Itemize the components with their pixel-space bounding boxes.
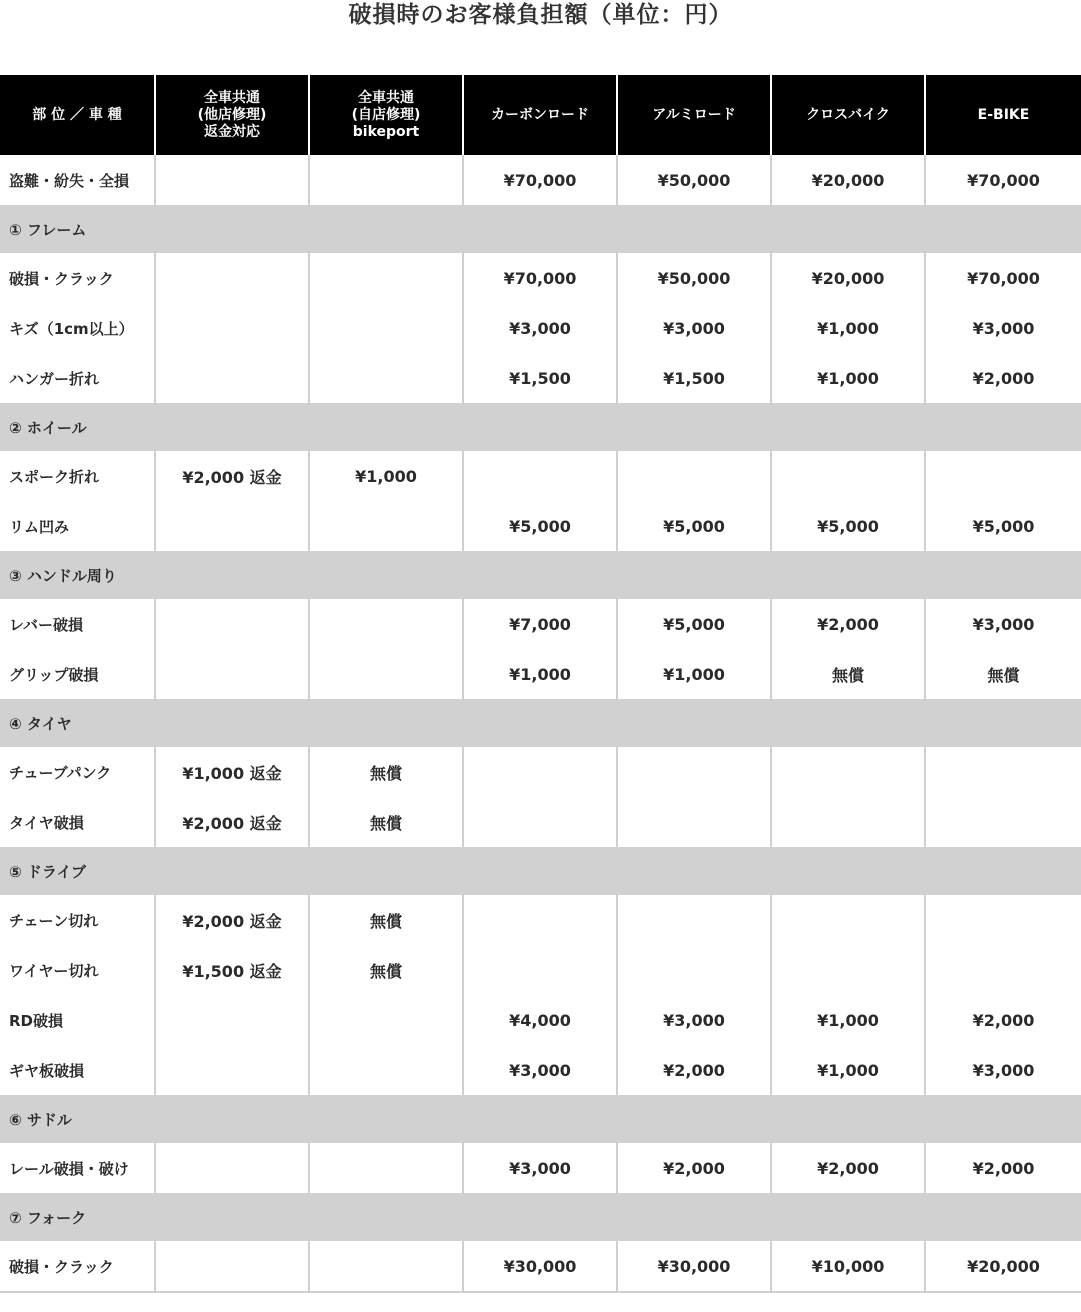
table-cell: ¥3,000	[925, 303, 1081, 353]
table-cell	[309, 253, 463, 303]
table-row	[0, 895, 1081, 945]
table-cell: 無償	[925, 649, 1081, 699]
table-cell	[309, 599, 463, 649]
table-cell	[771, 945, 925, 995]
table-cell: ¥1,000	[771, 303, 925, 353]
table-cell: ¥1,000 返金	[155, 747, 309, 797]
table-cell: ¥1,500 返金	[155, 945, 309, 995]
table-cell	[309, 649, 463, 699]
table-cell	[617, 747, 771, 797]
table-cell	[617, 797, 771, 847]
table-cell: ¥2,000	[925, 353, 1081, 403]
row-label: 破損・クラック	[0, 1241, 155, 1292]
table-cell: ¥2,000	[617, 1045, 771, 1095]
table-cell: ¥30,000	[463, 1241, 617, 1292]
table-cell	[155, 995, 309, 1045]
table-row	[0, 155, 1081, 205]
row-label: キズ（1cm以上）	[9, 319, 134, 338]
table-cell	[155, 253, 309, 303]
table-cell: ¥2,000	[771, 1143, 925, 1193]
table-cell: ¥1,000	[771, 1045, 925, 1095]
table-cell: ¥3,000	[463, 1045, 617, 1095]
fee-table	[0, 75, 1081, 1293]
row-label: グリップ破損	[9, 665, 99, 684]
table-cell	[309, 1241, 463, 1292]
table-cell	[925, 747, 1081, 797]
row-label: 盗難・紛失・全損	[9, 171, 130, 190]
table-cell	[309, 353, 463, 403]
table-cell	[925, 451, 1081, 501]
table-cell	[309, 501, 463, 551]
header-e-bike: E-BIKE	[925, 75, 1081, 155]
table-row	[0, 303, 1081, 353]
header-cross-bike: クロスバイク	[771, 75, 925, 155]
table-cell: ¥50,000	[617, 155, 771, 205]
table-cell	[771, 747, 925, 797]
table-cell: 無償	[309, 747, 463, 797]
row-label: レバー破損	[9, 615, 83, 634]
table-cell: ¥10,000	[771, 1241, 925, 1292]
table-row	[0, 599, 1081, 649]
table-cell: ¥50,000	[617, 253, 771, 303]
table-cell: ¥3,000	[463, 303, 617, 353]
table-cell: ¥20,000	[925, 1241, 1081, 1292]
table-cell	[617, 895, 771, 945]
table-cell	[463, 797, 617, 847]
row-label: チェーン切れ	[9, 911, 99, 930]
table-row	[0, 747, 1081, 797]
section-header	[0, 1095, 1081, 1143]
table-cell: 無償	[309, 895, 463, 945]
table-cell: ¥2,000	[771, 599, 925, 649]
row-label: ワイヤー切れ	[9, 961, 99, 980]
table-cell: ¥1,500	[617, 353, 771, 403]
table-cell	[925, 945, 1081, 995]
table-cell	[463, 747, 617, 797]
row-label: RD破損	[9, 1011, 64, 1030]
table-cell: ¥2,000	[925, 995, 1081, 1045]
section-header	[0, 403, 1081, 451]
table-cell: ¥5,000	[771, 501, 925, 551]
table-row	[0, 253, 1081, 303]
page-title: 破損時のお客様負担額（単位：円）	[348, 2, 733, 28]
table-row	[0, 945, 1081, 995]
table-cell: 無償	[309, 945, 463, 995]
section-label: ① フレーム	[0, 205, 1081, 253]
table-cell	[771, 797, 925, 847]
table-cell: ¥3,000	[925, 599, 1081, 649]
table-cell	[463, 945, 617, 995]
table-cell	[617, 945, 771, 995]
table-cell: ¥3,000	[617, 995, 771, 1045]
row-label: レール破損・破け	[9, 1159, 129, 1178]
table-cell	[463, 895, 617, 945]
table-cell	[309, 1045, 463, 1095]
table-cell: ¥2,000 返金	[155, 797, 309, 847]
table-row	[0, 1241, 1081, 1292]
header-part-type: 部 位 ／ 車 種	[0, 75, 155, 155]
table-cell	[155, 1143, 309, 1193]
table-row	[0, 1045, 1081, 1095]
table-cell: ¥3,000	[925, 1045, 1081, 1095]
table-cell	[155, 501, 309, 551]
header-common-other-shop: 全車共通 (他店修理) 返金対応	[155, 75, 309, 155]
table-cell: ¥1,500	[463, 353, 617, 403]
header-aluminum-road: アルミロード	[617, 75, 771, 155]
table-cell: ¥5,000	[463, 501, 617, 551]
table-cell	[463, 451, 617, 501]
table-cell: ¥4,000	[463, 995, 617, 1045]
table-cell: ¥7,000	[463, 599, 617, 649]
section-label: ⑤ ドライブ	[0, 847, 1081, 895]
table-cell: ¥2,000	[925, 1143, 1081, 1193]
table-cell	[155, 303, 309, 353]
table-cell	[925, 797, 1081, 847]
table-cell	[155, 1241, 309, 1292]
table-cell	[309, 1143, 463, 1193]
section-label: ③ ハンドル周り	[0, 551, 1081, 599]
table-cell	[155, 599, 309, 649]
table-row	[0, 451, 1081, 501]
table-cell	[155, 353, 309, 403]
row-label: 破損・クラック	[9, 269, 114, 288]
table-cell: ¥30,000	[617, 1241, 771, 1292]
row-label: タイヤ破損	[9, 813, 84, 832]
section-label: ④ タイヤ	[0, 699, 1081, 747]
table-cell: ¥1,000	[771, 353, 925, 403]
table-cell: ¥70,000	[925, 253, 1081, 303]
table-cell: ¥5,000	[925, 501, 1081, 551]
table-cell: ¥2,000	[617, 1143, 771, 1193]
table-cell	[155, 1045, 309, 1095]
row-label: ギヤ板破損	[9, 1061, 85, 1080]
section-label: ② ホイール	[0, 403, 1081, 451]
table-cell: ¥2,000 返金	[155, 451, 309, 501]
table-row	[0, 797, 1081, 847]
row-label: スポーク折れ	[9, 467, 100, 486]
table-row	[0, 1143, 1081, 1193]
table-cell: ¥70,000	[463, 253, 617, 303]
table-cell	[771, 895, 925, 945]
table-row	[0, 995, 1081, 1045]
table-cell: ¥3,000	[617, 303, 771, 353]
table-cell: ¥2,000 返金	[155, 895, 309, 945]
header-carbon-road: カーボンロード	[463, 75, 617, 155]
table-cell: 無償	[771, 649, 925, 699]
section-label: ⑥ サドル	[0, 1095, 1081, 1143]
table-cell: 無償	[309, 797, 463, 847]
header-common-own-shop: 全車共通 (自店修理) bikeport	[309, 75, 463, 155]
table-cell: ¥5,000	[617, 599, 771, 649]
row-label: チューブパンク	[9, 763, 112, 782]
section-header	[0, 205, 1081, 253]
row-label: ハンガー折れ	[9, 369, 100, 388]
section-header	[0, 699, 1081, 747]
table-cell: ¥1,000	[617, 649, 771, 699]
section-header	[0, 1193, 1081, 1241]
table-cell: ¥20,000	[771, 253, 925, 303]
table-header	[0, 75, 1081, 155]
table-cell: ¥70,000	[925, 155, 1081, 205]
table-cell: ¥3,000	[463, 1143, 617, 1193]
row-label: リム凹み	[9, 517, 70, 536]
table-cell	[617, 451, 771, 501]
table-cell: ¥1,000	[771, 995, 925, 1045]
table-cell	[155, 649, 309, 699]
table-cell	[309, 155, 463, 205]
section-header	[0, 847, 1081, 895]
table-cell	[309, 995, 463, 1045]
table-cell	[309, 303, 463, 353]
section-label: ⑦ フォーク	[0, 1193, 1081, 1241]
section-header	[0, 551, 1081, 599]
table-cell: ¥1,000	[309, 451, 463, 501]
table-cell	[925, 895, 1081, 945]
table-cell: ¥1,000	[463, 649, 617, 699]
table-cell	[155, 155, 309, 205]
table-cell: ¥5,000	[617, 501, 771, 551]
table-cell: ¥20,000	[771, 155, 925, 205]
table-row	[0, 353, 1081, 403]
table-row	[0, 649, 1081, 699]
table-cell: ¥70,000	[463, 155, 617, 205]
table-cell	[771, 451, 925, 501]
table-row	[0, 501, 1081, 551]
